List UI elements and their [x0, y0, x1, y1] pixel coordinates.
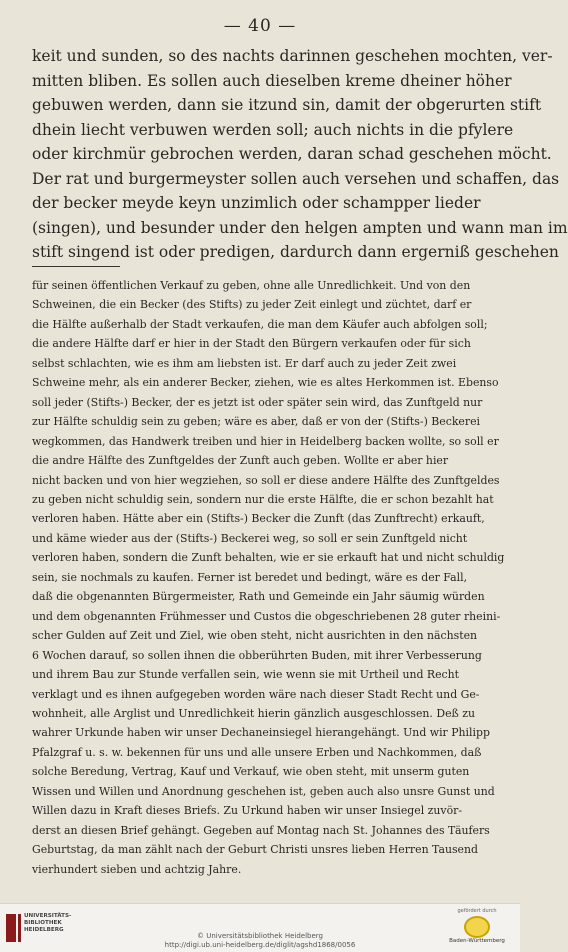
footnote-line: nicht backen und von hier wegziehen, so soll er diese andere Hälfte des Zunftgeldes [32, 473, 500, 487]
footnote-line: wohnheit, alle Arglist und Unredlichkeit hierin gänzlich ausgeschlossen. Deß zu [32, 706, 476, 720]
footnote-line: scher Gulden auf Zeit und Ziel, wie oben steht, nicht ausrichten in den nächsten [32, 629, 478, 643]
footnote-line: zu geben nicht schuldig sein, sondern nur die erste Hälfte, die er schon bezahlt hat [32, 492, 494, 506]
library-logo-text: UNIVERSITÄTS-BIBLIOTHEK HEIDELBERG [24, 913, 72, 933]
footnote-line: Wissen und Willen und Anordnung geschehen ist, geben auch also unsre Gunst und [32, 784, 495, 798]
footnote-divider [32, 266, 120, 267]
footnote-line: für seinen öffentlichen Verkauf zu geben, ohne alle Unredlichkeit. Und von den [32, 279, 471, 292]
viewer-footer [0, 903, 520, 952]
footnote-line: sein, sie nochmals zu kaufen. Ferner ist beredet und bedingt, wäre es der Fall, [32, 570, 468, 584]
footnote-line: verloren haben, sondern die Zunft behalten, wie er sie erkauft hat und nicht schuldig [32, 551, 505, 565]
main-text-line: oder kirchmür gebrochen werden, daran schad geschehen möcht. [32, 145, 552, 163]
footnote-line: die andere Hälfte darf er hier in der Stadt den Bürgern verkaufen oder für sich [32, 337, 471, 351]
footnote-block [32, 276, 505, 879]
permalink-url[interactable]: http://digi.ub.uni-heidelberg.de/diglit/agshd1868/0056 [164, 941, 356, 949]
footnote-line: verloren haben. Hätte aber ein (Stifts-) Becker die Zunft (das Zunftrecht) erkauft, [32, 512, 485, 526]
main-text-line: keit und sunden, so des nachts darinnen geschehen mochten, ver- [32, 47, 553, 65]
footnote-line: wahrer Urkunde haben wir unser Dechaneinsiegel hierangehängt. Und wir Philipp [32, 726, 490, 740]
funder-name: Baden-Württemberg [449, 938, 505, 944]
main-text-block [32, 44, 568, 265]
footnote-line: Pfalzgraf u. s. w. bekennen für uns und alle unsere Erben und Nachkommen, daß [32, 745, 482, 759]
footnote-line: und käme wieder aus der (Stifts-) Beckerei weg, so soll er sein Zunftgeld nicht [32, 531, 468, 545]
funded-by-label: gefördert durch [457, 908, 497, 914]
state-crest-icon [464, 916, 490, 938]
footnote-line: vierhundert sieben und achtzig Jahre. [32, 862, 242, 876]
footnote-line: die andre Hälfte des Zunftgeldes der Zunft auch geben. Wollte er aber hier [32, 454, 449, 468]
main-text-line: dhein liecht verbuwen werden soll; auch nichts in die pfylere [32, 120, 514, 139]
footnote-line: selbst schlachten, wie es ihm am liebsten ist. Er darf auch zu jeder Zeit zwei [32, 356, 457, 370]
main-text-line: (singen), und besunder under den helgen ampten und wann man im [32, 218, 568, 237]
footnote-line: die Hälfte außerhalb der Stadt verkaufen, die man dem Käufer auch abfolgen soll; [32, 317, 488, 331]
footnote-line: zur Hälfte schuldig sein zu geben; wäre es aber, daß er von der (Stifts-) Beckerei [32, 415, 481, 429]
footnote-line: 6 Wochen darauf, so sollen ihnen die obberührten Buden, mit ihrer Verbesserung [32, 648, 482, 662]
footnote-line: daß die obgenannten Bürgermeister, Rath und Gemeinde ein Jahr säumig würden [32, 590, 485, 604]
footnote-line: verklagt und es ihnen aufgegeben worden wäre nach dieser Stadt Recht und Ge- [32, 687, 480, 701]
footnote-line: Schweinen, die ein Becker (des Stifts) zu jeder Zeit einlegt und züchtet, darf er [32, 298, 472, 312]
footnote-line: derst an diesen Brief gehängt. Gegeben auf Montag nach St. Johannes des Täufers [32, 823, 490, 837]
footnote-line: Geburtstag, da man zählt nach der Geburt Christi unsres lieben Herren Tausend [32, 843, 478, 857]
main-text-line: mitten bliben. Es sollen auch dieselben kreme dheiner höher [32, 71, 512, 90]
footnote-line: Willen dazu in Kraft dieses Briefs. Zu Urkund haben wir unser Insiegel zuvör- [32, 804, 463, 818]
footnote-line: und ihrem Bau zur Stunde verfallen sein, wie wenn sie mit Urtheil und Recht [32, 668, 460, 682]
footnote-line: wegkommen, das Handwerk treiben und hier in Heidelberg backen wollte, so soll er [32, 434, 499, 448]
footnote-line: Schweine mehr, als ein anderer Becker, ziehen, wie es altes Herkommen ist. Ebenso [32, 376, 499, 390]
footnote-line: soll jeder (Stifts-) Becker, der es jetzt ist oder später sein wird, das Zunftgeld nur [32, 395, 483, 409]
main-text-line: der becker meyde keyn unzimlich oder schampper lieder [32, 194, 481, 212]
copyright-notice: © Universitätsbibliothek Heidelberg [196, 932, 323, 940]
page-number: — 40 — [223, 16, 297, 36]
footnote-line: und dem obgenannten Frühmesser und Custos die obgeschriebenen 28 guter rheini- [32, 609, 501, 623]
main-text-line: Der rat und burgermeyster sollen auch versehen und schaffen, das [32, 169, 560, 188]
footnote-line: solche Beredung, Vertrag, Kauf und Verkauf, wie oben steht, mit unserm guten [32, 765, 470, 779]
main-text-line: gebuwen werden, dann sie itzund sin, damit der obgerurten stift [32, 96, 542, 114]
main-text-line: stift singend ist oder predigen, dardurch dann ergerniß geschehen [32, 243, 559, 261]
funder-logo[interactable] [442, 908, 512, 950]
